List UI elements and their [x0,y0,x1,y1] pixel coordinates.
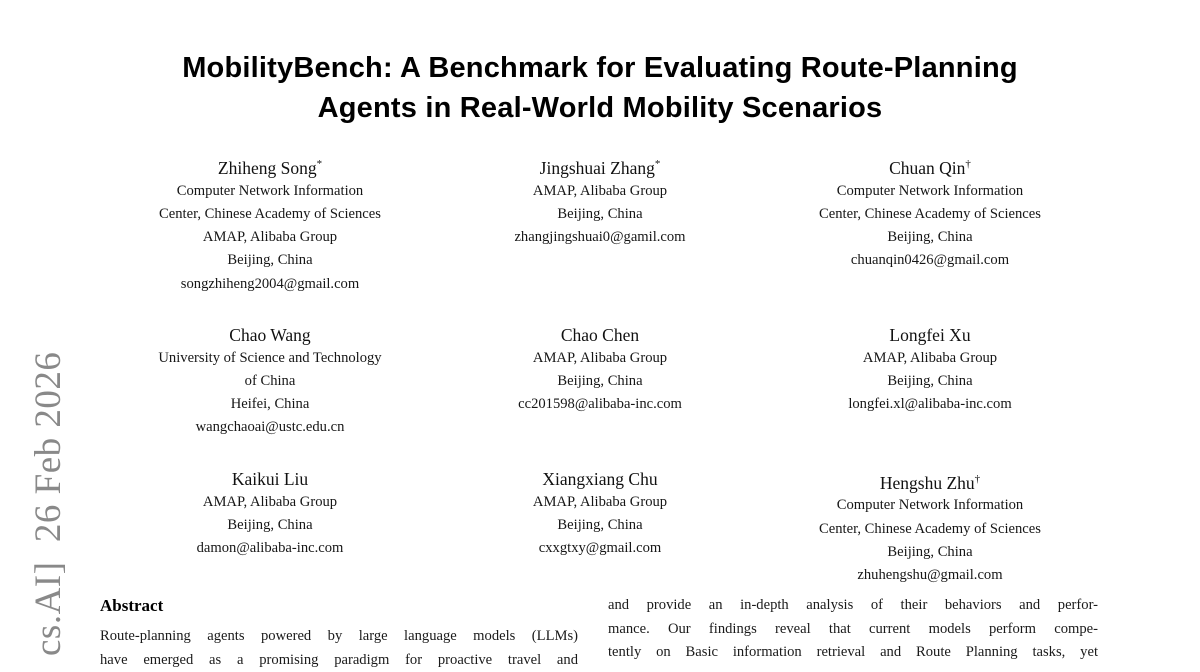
author-line: songzhiheng2004@gmail.com [180,275,360,292]
paper-title-line2: Agents in Real-World Mobility Scenarios [317,92,883,124]
author-line: cc201598@alibaba-inc.com [518,396,682,413]
paper-title-line1: MobilityBench: A Benchmark for Evaluating Route-Planning [182,52,1018,84]
author-marker: † [965,158,971,170]
author-block [100,152,440,296]
author-line: AMAP, Alibaba Group [202,493,338,510]
author-marker: * [316,158,323,170]
author-marker: * [654,158,661,170]
author-line: Center, Chinese Academy of Sciences [819,206,1041,223]
author-name: Kaikui Liu [231,468,309,489]
author-line: Center, Chinese Academy of Sciences [819,520,1041,537]
arxiv-watermark: cs.AI] 26 Feb 2026 [28,351,69,656]
abstract-left-column [100,594,578,672]
author-line: Computer Network Information [176,182,364,199]
abstract-section [100,594,1100,672]
author-line: Center, Chinese Academy of Sciences [159,206,381,223]
author-line: AMAP, Alibaba Group [532,349,668,366]
abstract-left-lines [100,625,578,672]
author-line: Beijing, China [887,229,973,246]
author-line: wangchaoai@ustc.edu.cn [195,419,345,436]
paper-title [100,0,1100,128]
author-line: longfei.xl@alibaba-inc.com [848,396,1012,413]
author-line: Beijing, China [227,252,313,269]
author-line: damon@alibaba-inc.com [196,540,344,557]
author-block [760,467,1100,588]
abstract-right-column [608,594,1098,672]
abstract-line: and provide an in-depth analysis of their behaviors and perfor- [608,597,1098,614]
paper-content [100,0,1100,672]
author-line: zhuhengshu@gmail.com [857,567,1003,584]
abstract-line: Route-planning agents powered by large language models (LLMs) [100,628,578,645]
author-name: Chao Chen [560,324,640,345]
abstract-right-lines [608,594,1098,665]
author-line: of China [244,373,296,390]
authors-grid [100,152,1100,587]
author-name: Chao Wang [229,324,311,345]
author-marker: † [974,472,981,485]
author-line: AMAP, Alibaba Group [202,229,338,246]
author-line: Beijing, China [887,373,973,390]
abstract-line: have emerged as a promising paradigm for proactive travel and [100,651,578,668]
author-name: Longfei Xu [889,324,971,345]
author-line: Beijing, China [557,516,643,533]
author-block [440,323,760,440]
author-line: Heifei, China [230,396,310,413]
author-name: Hengshu Zhu† [879,472,981,493]
author-block [100,323,440,440]
author-line: Computer Network Information [836,182,1024,199]
author-name: Chuan Qin† [889,157,971,178]
author-line: cxxgtxy@gmail.com [538,540,662,557]
author-line: AMAP, Alibaba Group [532,182,668,199]
author-line: Beijing, China [887,543,973,560]
author-line: AMAP, Alibaba Group [862,349,998,366]
author-block [100,467,440,588]
abstract-heading: Abstract [100,596,164,616]
author-line: chuanqin0426@gmail.com [850,252,1010,269]
author-line: Beijing, China [557,206,643,223]
author-line: Computer Network Information [836,497,1024,514]
author-name: Xiangxiang Chu [542,468,658,489]
author-name: Jingshuai Zhang* [539,157,661,178]
author-name: Zhiheng Song* [217,157,323,178]
author-line: AMAP, Alibaba Group [532,493,668,510]
abstract-line: tently on Basic information retrieval and Route Planning tasks, yet [608,644,1098,661]
author-block [760,323,1100,440]
author-line: Beijing, China [557,373,643,390]
author-line: Beijing, China [227,516,313,533]
author-line: zhangjingshuai0@gamil.com [514,229,686,246]
author-block [440,467,760,588]
author-block [440,152,760,296]
author-block [760,152,1100,296]
abstract-line: mance. Our findings reveal that current models perform compe- [608,620,1098,637]
author-line: University of Science and Technology [158,349,382,366]
